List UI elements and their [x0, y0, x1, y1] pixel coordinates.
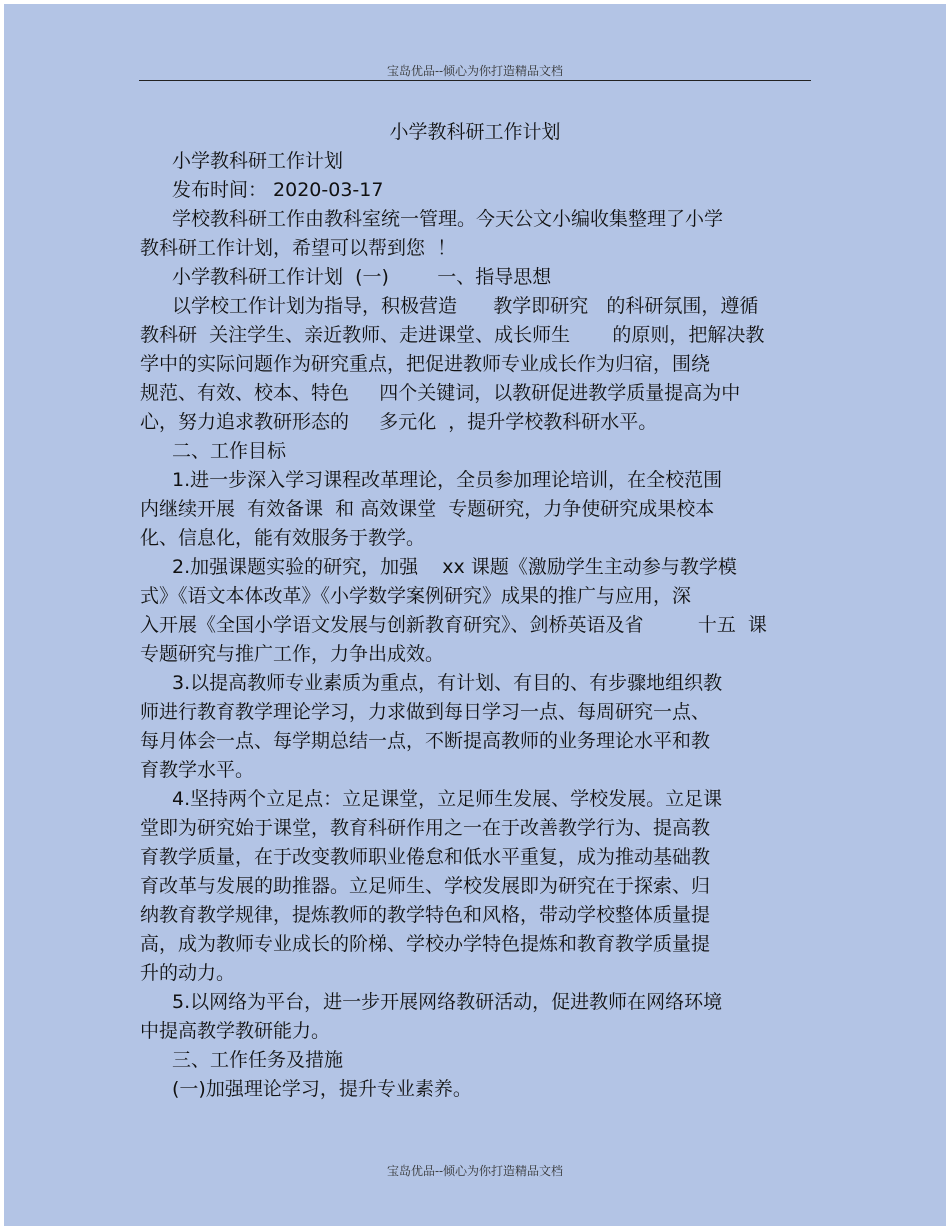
section-heading-line: 小学教科研工作计划 (一) 一、指导思想 — [172, 266, 552, 288]
subtitle-line: 小学教科研工作计划 — [172, 150, 344, 172]
section-heading: 三、工作任务及措施 — [172, 1049, 344, 1071]
body-line: 5.以网络为平台，进一步开展网络教研活动，促进教师在网络环境 — [172, 991, 723, 1013]
body-line: 专题研究与推广工作，力争出成效。 — [140, 643, 445, 665]
body-line: 中提高教学教研能力。 — [140, 1020, 331, 1042]
body-line: 1.进一步深入学习课程改革理论，全员参加理论培训，在全校范围 — [172, 469, 723, 491]
body-line: 每月体会一点、每学期总结一点，不断提高教师的业务理论水平和教 — [140, 730, 711, 752]
body-line: 教科研工作计划，希望可以帮到您 ！ — [140, 237, 457, 259]
body-line: 式》《语文本体改革》《小学数学案例研究》成果的推广与应用，深 — [140, 585, 692, 607]
page-header: 宝岛优品--倾心为你打造精品文档 — [386, 64, 564, 78]
body-line: 化、信息化，能有效服务于教学。 — [140, 527, 426, 549]
publish-date-line: 发布时间： 2020-03-17 — [172, 179, 384, 201]
body-line: 升的动力。 — [140, 962, 236, 984]
body-line: 以学校工作计划为指导，积极营造 教学即研究 的科研氛围，遵循 — [172, 295, 759, 317]
body-line: 学校教科研工作由教科室统一管理。今天公文小编收集整理了小学 — [172, 208, 724, 230]
document-page — [4, 4, 946, 1226]
body-line: 心，努力追求教研形态的 多元化 ，提升学校教科研水平。 — [140, 411, 658, 433]
body-line: 2.加强课题实验的研究，加强 xx 课题《激励学生主动参与教学模 — [172, 556, 737, 578]
body-line: 高，成为教师专业成长的阶梯、学校办学特色提炼和教育教学质量提 — [140, 933, 711, 955]
body-line: 4.坚持两个立足点：立足课堂，立足师生发展、学校发展。立足课 — [172, 788, 723, 810]
body-line: 3.以提高教师专业素质为重点，有计划、有目的、有步骤地组织教 — [172, 672, 723, 694]
page-footer: 宝岛优品--倾心为你打造精品文档 — [386, 1164, 564, 1178]
body-line: 内继续开展 有效备课 和 高效课堂 专题研究，力争使研究成果校本 — [140, 498, 715, 520]
body-line: 纳教育教学规律，提炼教师的教学特色和风格，带动学校整体质量提 — [140, 904, 711, 926]
body-line: 堂即为研究始于课堂，教育科研作用之一在于改善教学行为、提高教 — [140, 817, 711, 839]
document-title: 小学教科研工作计划 — [389, 121, 561, 143]
body-line: 教科研 关注学生、亲近教师、走进课堂、成长师生 的原则，把解决教 — [140, 324, 765, 346]
section-heading: 二、工作目标 — [172, 440, 287, 462]
body-line: 师进行教育教学理论学习，力求做到每日学习一点、每周研究一点、 — [140, 701, 711, 723]
body-line: 育教学质量，在于改变教师职业倦怠和低水平重复，成为推动基础教 — [140, 846, 711, 868]
subsection-heading: (一)加强理论学习，提升专业素养。 — [172, 1078, 472, 1100]
body-line: 入开展《全国小学语文发展与创新教育研究》、剑桥英语及省 十五 课 — [140, 614, 767, 636]
body-line: 育改革与发展的助推器。立足师生、学校发展即为研究在于探索、归 — [140, 875, 711, 897]
header-divider — [139, 80, 811, 81]
body-line: 育教学水平。 — [140, 759, 255, 781]
body-line: 学中的实际问题作为研究重点，把促进教师专业成长作为归宿，围绕 — [140, 353, 711, 375]
body-line: 规范、有效、校本、特色 四个关键词，以教研促进教学质量提高为中 — [140, 382, 741, 404]
